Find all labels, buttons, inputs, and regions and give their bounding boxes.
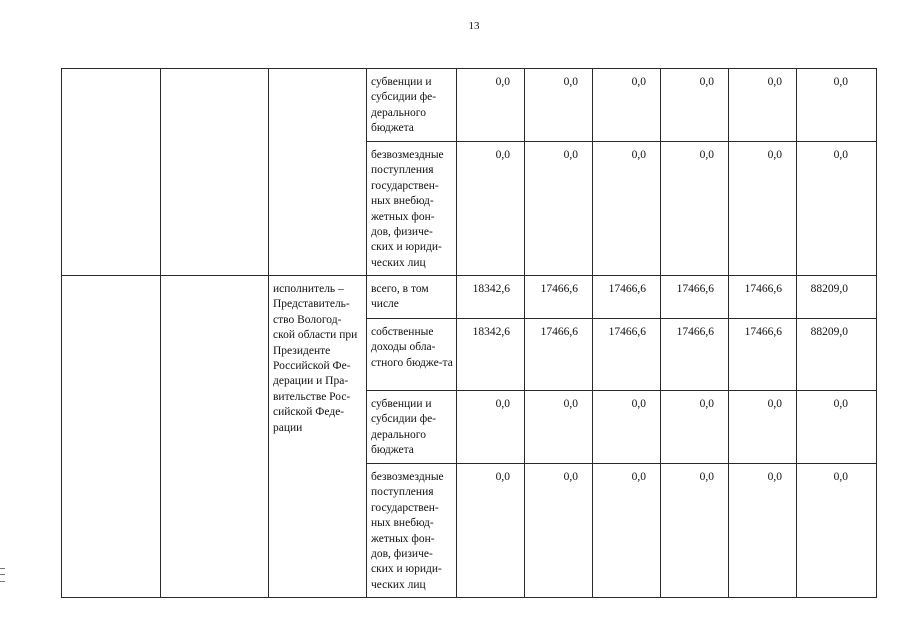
value-cell: 17466,6 bbox=[729, 276, 797, 319]
value-cell: 0,0 bbox=[593, 464, 661, 598]
page-number: 13 bbox=[468, 20, 480, 32]
budget-table bbox=[61, 68, 877, 598]
value-cell: 18342,6 bbox=[457, 276, 525, 319]
total-value-cell: 0,0 bbox=[797, 464, 877, 598]
program-cell bbox=[62, 276, 161, 598]
value-cell: 17466,6 bbox=[661, 319, 729, 391]
total-value-cell: 0,0 bbox=[797, 391, 877, 464]
value-cell: 0,0 bbox=[661, 142, 729, 276]
value-cell: 0,0 bbox=[457, 391, 525, 464]
value-cell: 0,0 bbox=[593, 391, 661, 464]
total-value-cell: 0,0 bbox=[797, 142, 877, 276]
value-cell: 0,0 bbox=[661, 69, 729, 142]
value-cell: 0,0 bbox=[661, 464, 729, 598]
table-row bbox=[62, 276, 877, 319]
value-cell: 0,0 bbox=[593, 142, 661, 276]
value-cell: 0,0 bbox=[525, 391, 593, 464]
value-cell: 0,0 bbox=[457, 464, 525, 598]
total-value-cell: 88209,0 bbox=[797, 319, 877, 391]
funding-source-cell: всего, в том числе bbox=[367, 276, 457, 319]
value-cell: 0,0 bbox=[457, 69, 525, 142]
table-row bbox=[62, 69, 877, 142]
value-cell: 17466,6 bbox=[593, 319, 661, 391]
value-cell: 0,0 bbox=[729, 464, 797, 598]
program-cell bbox=[62, 69, 161, 276]
value-cell: 0,0 bbox=[457, 142, 525, 276]
value-cell: 0,0 bbox=[593, 69, 661, 142]
value-cell: 17466,6 bbox=[593, 276, 661, 319]
funding-source-cell: субвенции и субсидии фе-дерального бюджета bbox=[367, 69, 457, 142]
scan-edge-mark bbox=[0, 568, 5, 582]
value-cell: 17466,6 bbox=[525, 276, 593, 319]
funding-source-cell: собственные доходы обла-стного бюдже-та bbox=[367, 319, 457, 391]
funding-source-cell: безвозмездные поступления государствен-ных внебюд-жетных фон-дов, физиче-ских и юриди-ческих лиц bbox=[367, 142, 457, 276]
activity-cell bbox=[161, 69, 269, 276]
funding-source-cell: безвозмездные поступления государствен-ных внебюд-жетных фон-дов, физиче-ских и юриди-ческих лиц bbox=[367, 464, 457, 598]
value-cell: 0,0 bbox=[729, 142, 797, 276]
value-cell: 0,0 bbox=[525, 464, 593, 598]
value-cell: 0,0 bbox=[661, 391, 729, 464]
activity-cell bbox=[161, 276, 269, 598]
value-cell: 0,0 bbox=[525, 69, 593, 142]
value-cell: 17466,6 bbox=[525, 319, 593, 391]
executor-cell: исполнитель – Представитель-ство Вологод-ской области при Президенте Российской Фе-дерации и Пра-вительстве Рос-сийской Феде-рации bbox=[269, 276, 367, 598]
total-value-cell: 0,0 bbox=[797, 69, 877, 142]
value-cell: 0,0 bbox=[729, 69, 797, 142]
executor-cell bbox=[269, 69, 367, 276]
value-cell: 0,0 bbox=[525, 142, 593, 276]
total-value-cell: 88209,0 bbox=[797, 276, 877, 319]
value-cell: 18342,6 bbox=[457, 319, 525, 391]
value-cell: 17466,6 bbox=[661, 276, 729, 319]
value-cell: 17466,6 bbox=[729, 319, 797, 391]
value-cell: 0,0 bbox=[729, 391, 797, 464]
funding-source-cell: субвенции и субсидии фе-дерального бюджета bbox=[367, 391, 457, 464]
